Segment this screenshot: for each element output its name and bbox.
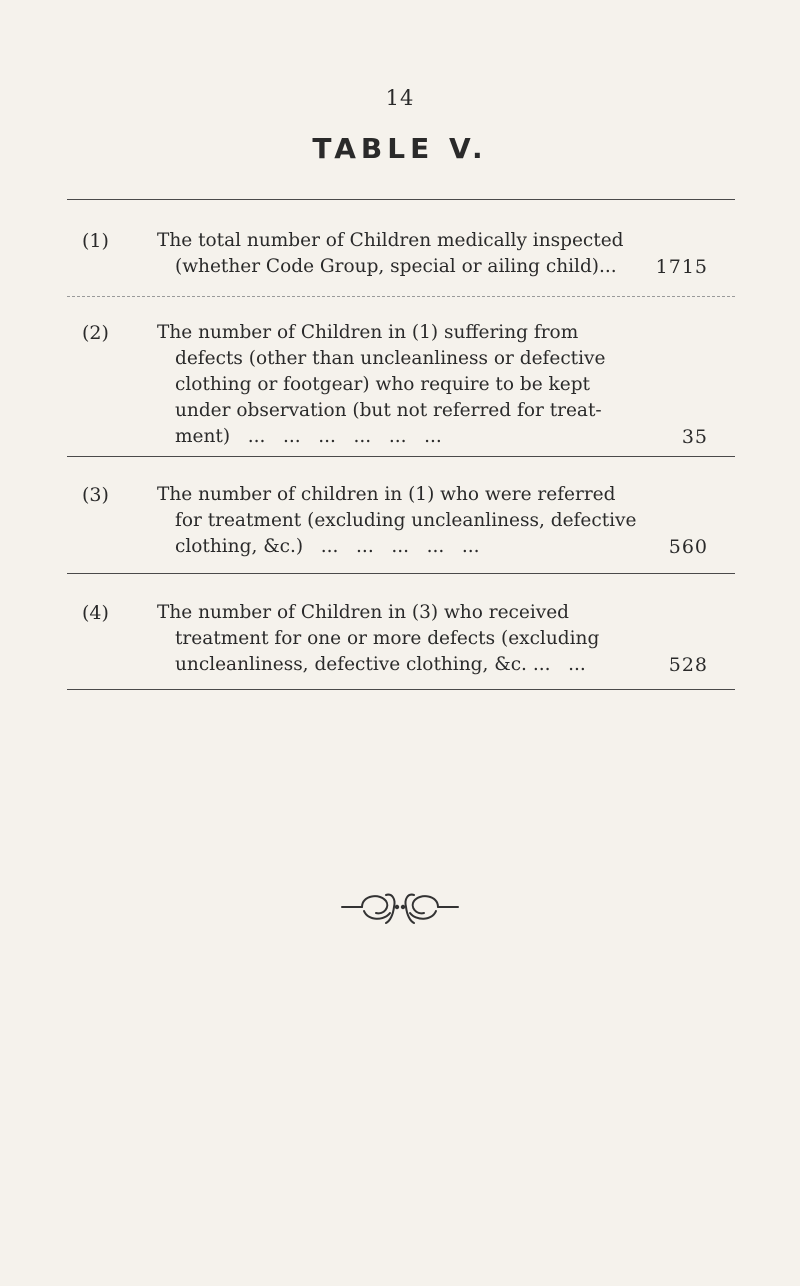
entry-text-line: The number of children in (1) who were referred (157, 484, 616, 505)
entry-text-line: The number of Children in (1) suffering from (157, 322, 579, 343)
entry-text-line: defects (other than uncleanliness or defective (175, 348, 606, 369)
entry-text-line: The number of Children in (3) who received (157, 602, 569, 623)
table-title: TABLE V. (312, 132, 488, 165)
entry-value: 1715 (655, 256, 708, 278)
ornament-icon (340, 887, 460, 927)
entry-number: (4) (82, 602, 109, 624)
row-divider (67, 573, 735, 574)
row-divider (67, 456, 735, 457)
top-rule (67, 199, 735, 200)
entry-number: (2) (82, 322, 109, 344)
page-number: 14 (385, 86, 415, 110)
entry-text-line: clothing, &c.) ... ... ... ... ... (175, 536, 480, 557)
entry-text-line: clothing or footgear) who require to be kept (175, 374, 590, 395)
entry-number: (3) (82, 484, 109, 506)
bottom-rule (67, 689, 735, 690)
entry-value: 560 (668, 536, 708, 558)
entry-number: (1) (82, 230, 109, 252)
entry-text-line: under observation (but not referred for treat- (175, 400, 602, 421)
entry-text-line: (whether Code Group, special or ailing child)... (175, 256, 617, 277)
row-divider (67, 296, 735, 297)
entry-value: 528 (668, 654, 708, 676)
entry-description (157, 320, 627, 450)
entry-text-line: uncleanliness, defective clothing, &c. ... ... (175, 654, 586, 675)
entry-text-line: The total number of Children medically inspected (157, 230, 624, 251)
entry-description (157, 482, 637, 560)
entry-description (157, 600, 627, 678)
entry-text-line: for treatment (excluding uncleanliness, defective (175, 510, 637, 531)
entry-description (157, 228, 627, 280)
entry-value: 35 (681, 426, 708, 448)
entry-text-line: ment) ... ... ... ... ... ... (175, 426, 442, 447)
entry-text-line: treatment for one or more defects (excluding (175, 628, 600, 649)
